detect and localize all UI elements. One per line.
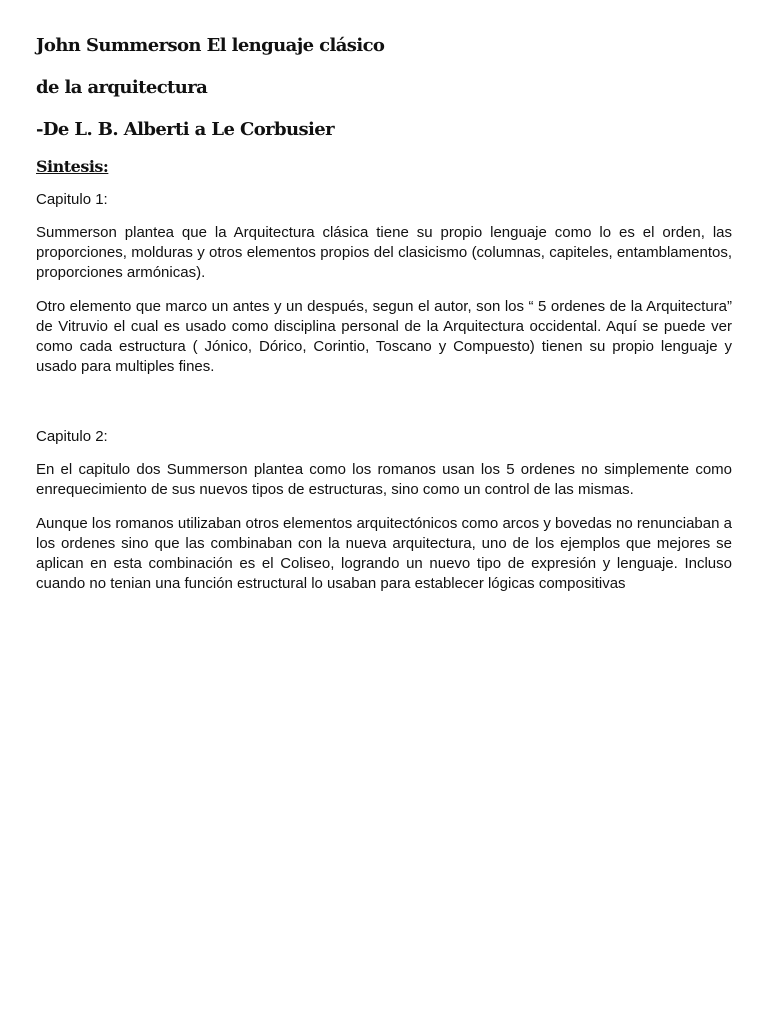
chapter-2-heading: Capitulo 2:: [36, 428, 108, 445]
chapter-1-heading: Capitulo 1:: [36, 191, 108, 208]
document-body: [36, 33, 732, 608]
chapter-2-paragraph-1: En el capitulo dos Summerson plantea como los romanos usan los 5 ordenes no simplemente como enrequecimiento de sus nuevos tipos de estructuras, sino como un control de las mismas.: [36, 461, 732, 498]
synthesis-heading: Sintesis:: [36, 157, 109, 176]
chapter-1-paragraph-1: Summerson plantea que la Arquitectura clásica tiene su propio lenguaje como lo es el orden, las proporciones, molduras y otros elementos propios del clasicismo (columnas, capiteles, entamblamentos, proporciones armónicas).: [36, 224, 732, 281]
section-spacer: [36, 391, 732, 427]
document-title-line-2: de la arquitectura: [36, 77, 208, 98]
chapter-2-paragraph-2: Aunque los romanos utilizaban otros elementos arquitectónicos como arcos y bovedas no renunciaban a los ordenes sino que las combinaban con la nueva arquitectura, uno de los ejemplos que mejores se aplican en esta combinación es el Coliseo, logrando un nuevo tipo de expresión y lenguaje. Incluso cuando no tenian una función estructural lo usaban para establecer lógicas compositivas: [36, 515, 732, 592]
chapter-1-paragraph-2: Otro elemento que marco un antes y un después, segun el autor, son los “ 5 ordenes de la Arquitectura” de Vitruvio el cual es usado como disciplina personal de la Arquitectura occidental. Aquí se puede ver como cada estructura ( Jónico, Dórico, Corintio, Toscano y Compuesto) tienen su propio lenguaje y usado para multiples fines.: [36, 298, 732, 375]
document-subtitle: -De L. B. Alberti a Le Corbusier: [36, 119, 334, 140]
document-title-line-1: John Summerson El lenguaje clásico: [36, 35, 385, 56]
